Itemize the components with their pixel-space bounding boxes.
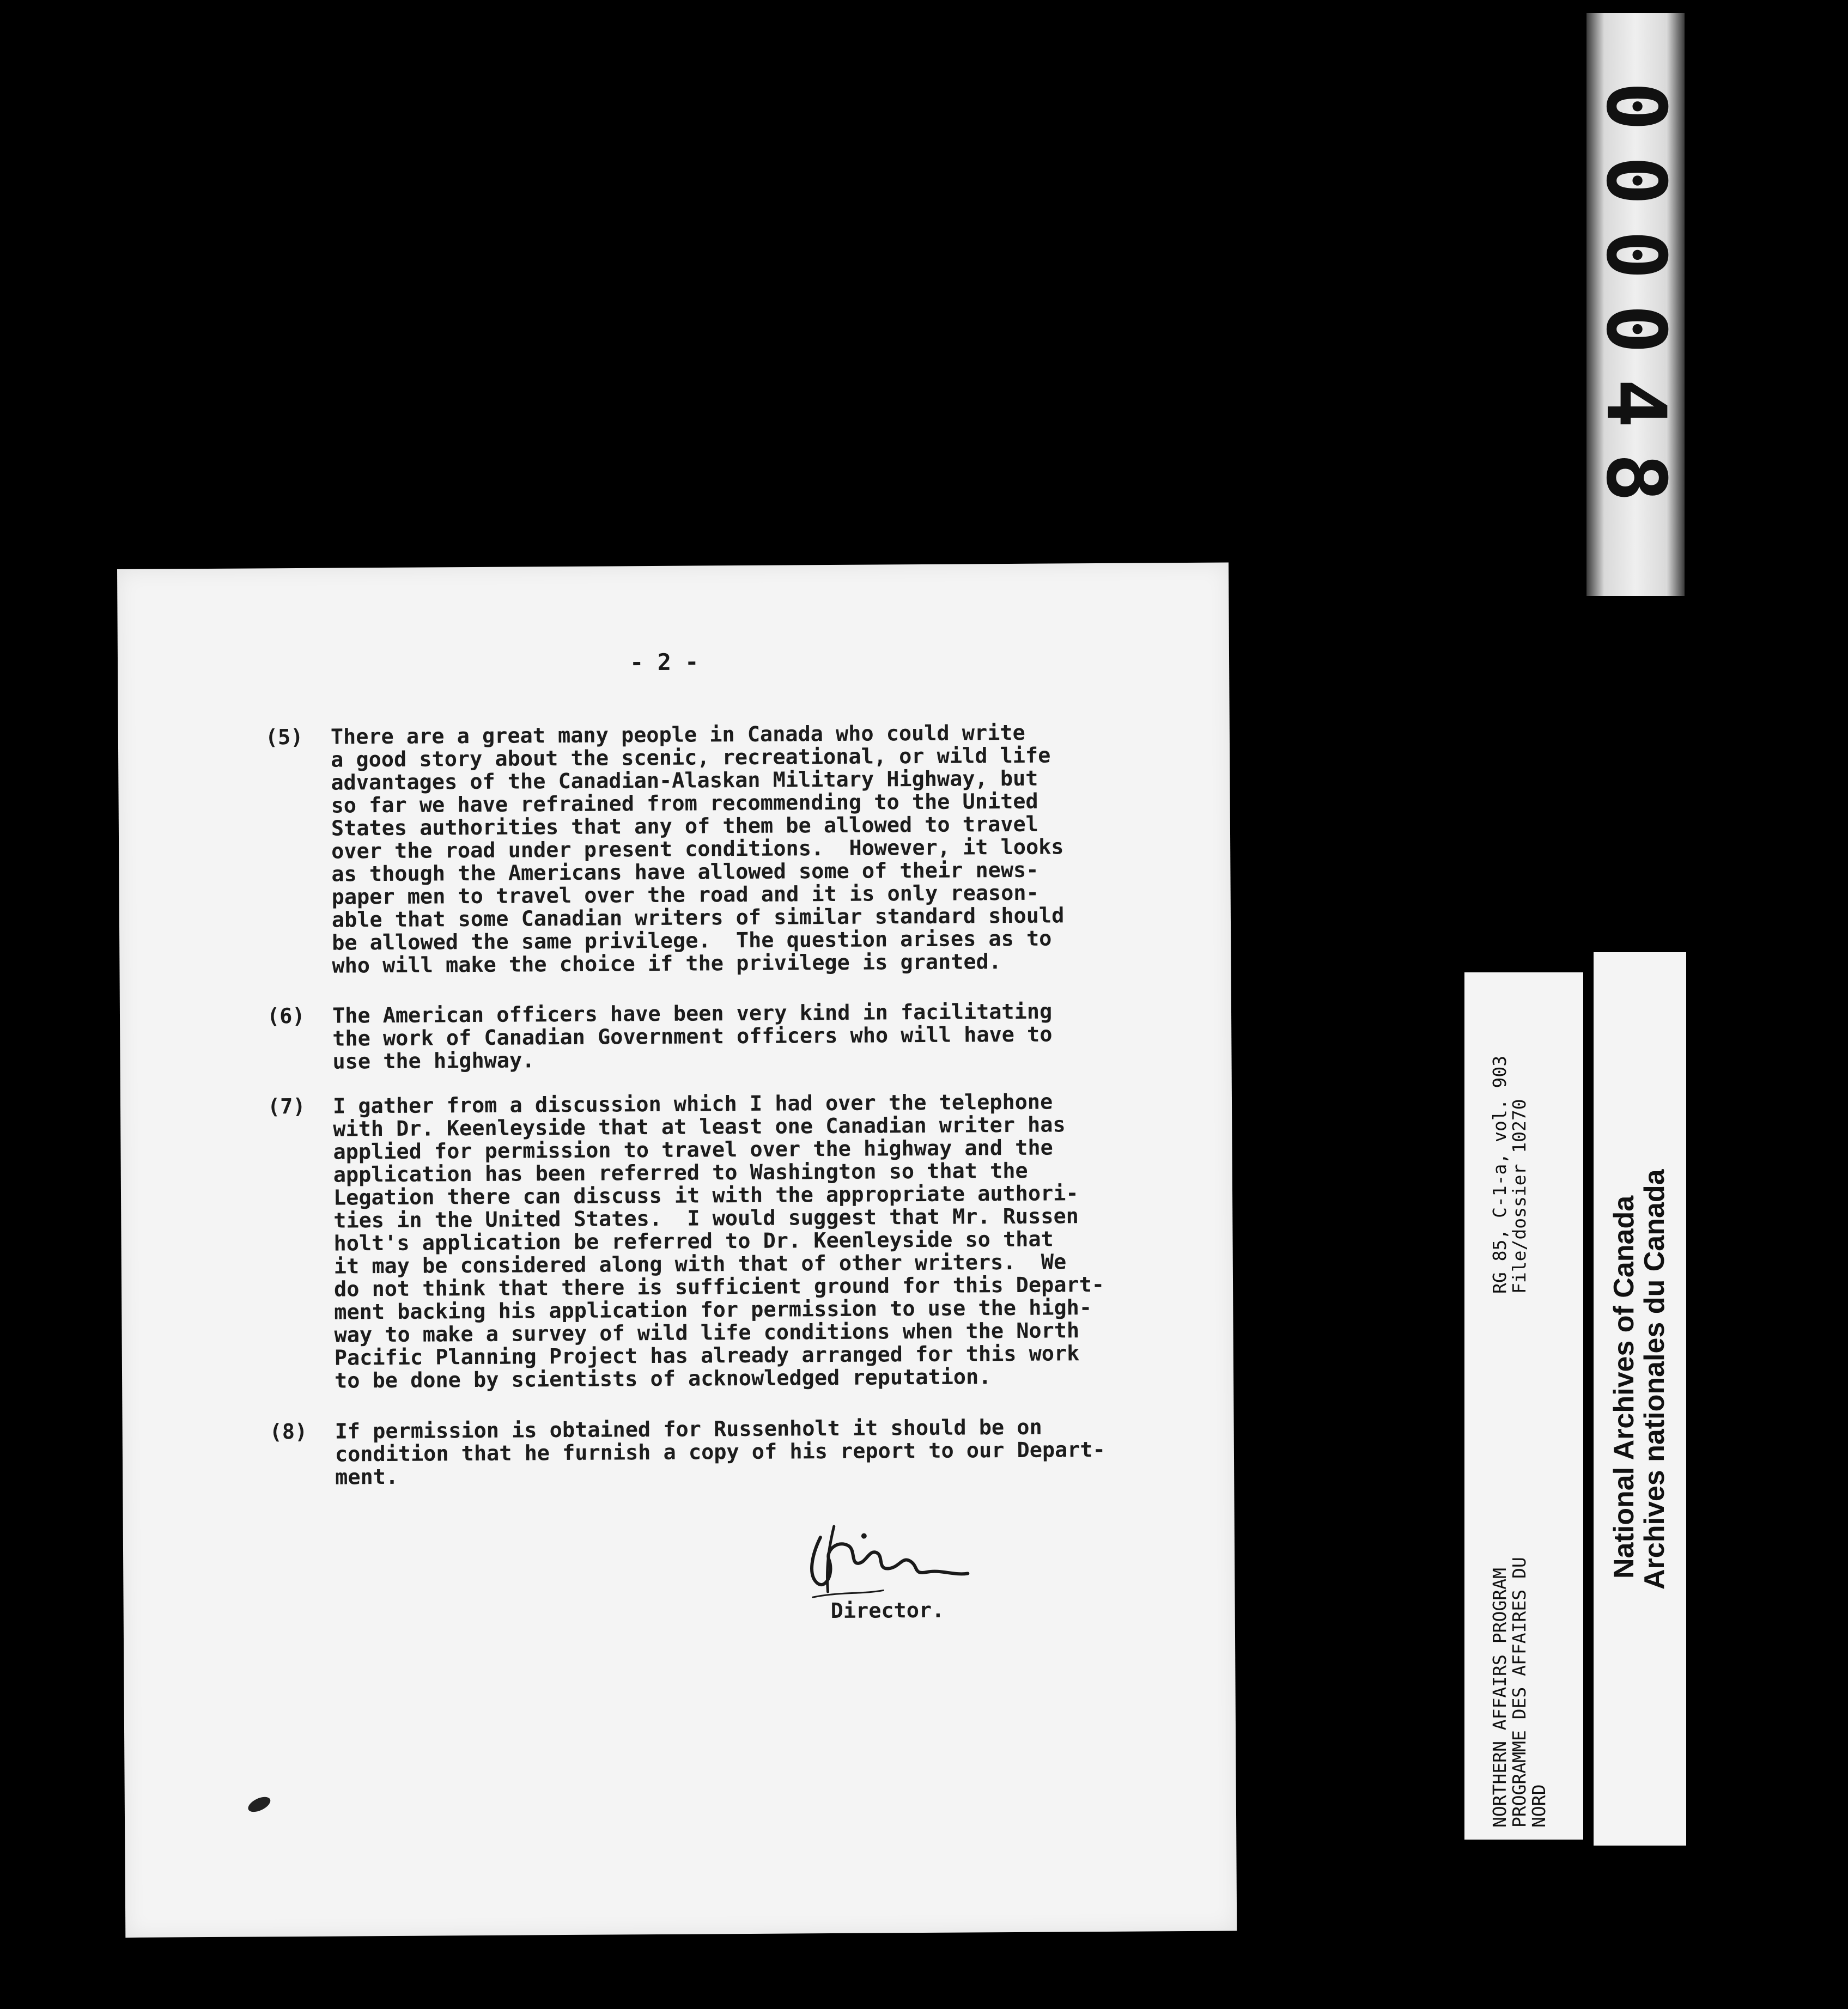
paragraph-text: I gather from a discussion which I had over the telephone with Dr. Keenleyside that at least one Canadian writer has applied for permission to travel over the highway and the application has been referred to Washington so that the Legation there can discuss it with the appropriate authori- ties in the United States. I would suggest that Mr. Russen holt's application be referred to Dr. Keenleyside so that it may be considered along with that of other writers. We do not think that there is sufficient ground for this Depart- ment backing his application for permission to use the high- way to make a survey of wild life conditions when the North Pacific Planning Project has already arranged for this work to be done by scientists of acknowledged reputation. — [332, 1089, 1105, 1393]
frame-number: 000048 — [1588, 82, 1683, 527]
paragraph-number: (8) — [269, 1419, 308, 1445]
paragraph-text: There are a great many people in Canada who could write a good story about the scenic, recreational, or wild life advantages of the Canadian-Alaskan Military Highway, but so far we have refrained from recommending to the United States authorities that any of them be allowed to travel over the road under present conditions. However, it looks as though the Americans have allowed some of their news- paper men to travel over the road and it is only reason- able that some Canadian writers of similar standard should be allowed the same privilege. The question arises as to who will make the choice if the privilege is granted. — [330, 720, 1065, 978]
archives-name-french: Archives nationales du Canada — [1639, 1169, 1670, 1590]
paragraph-number: (6) — [266, 1003, 305, 1029]
paragraph-number: (5) — [265, 725, 303, 750]
program-name-line: NORD — [1528, 1784, 1549, 1828]
archive-reference-label — [1464, 972, 1583, 1840]
paragraph-text: The American officers have been very kind in facilitating the work of Canadian Government officers who will have to use the highway. — [332, 999, 1053, 1074]
paragraph-text: If permission is obtained for Russenholt it should be on condition that he furnish a copy of his report to our Depart- ment. — [335, 1415, 1105, 1490]
signature-title: Director. — [830, 1598, 945, 1624]
ink-spot — [246, 1794, 272, 1815]
program-name-line: NORTHERN AFFAIRS PROGRAM — [1489, 1568, 1510, 1828]
file-reference-line: File/dossier 10270 — [1509, 1099, 1530, 1294]
frame-counter-strip — [1586, 13, 1685, 596]
document-page — [117, 563, 1237, 1938]
archives-institution-label — [1594, 952, 1686, 1846]
paragraph-number: (7) — [267, 1094, 306, 1119]
archives-name-english: National Archives of Canada — [1608, 1195, 1640, 1579]
file-reference-line: RG 85, C-1-a, vol. 903 — [1489, 1055, 1510, 1294]
program-name-line: PROGRAMME DES AFFAIRES DU — [1509, 1557, 1530, 1828]
page-number: - 2 - — [629, 648, 699, 676]
handwritten-signature — [796, 1514, 976, 1603]
